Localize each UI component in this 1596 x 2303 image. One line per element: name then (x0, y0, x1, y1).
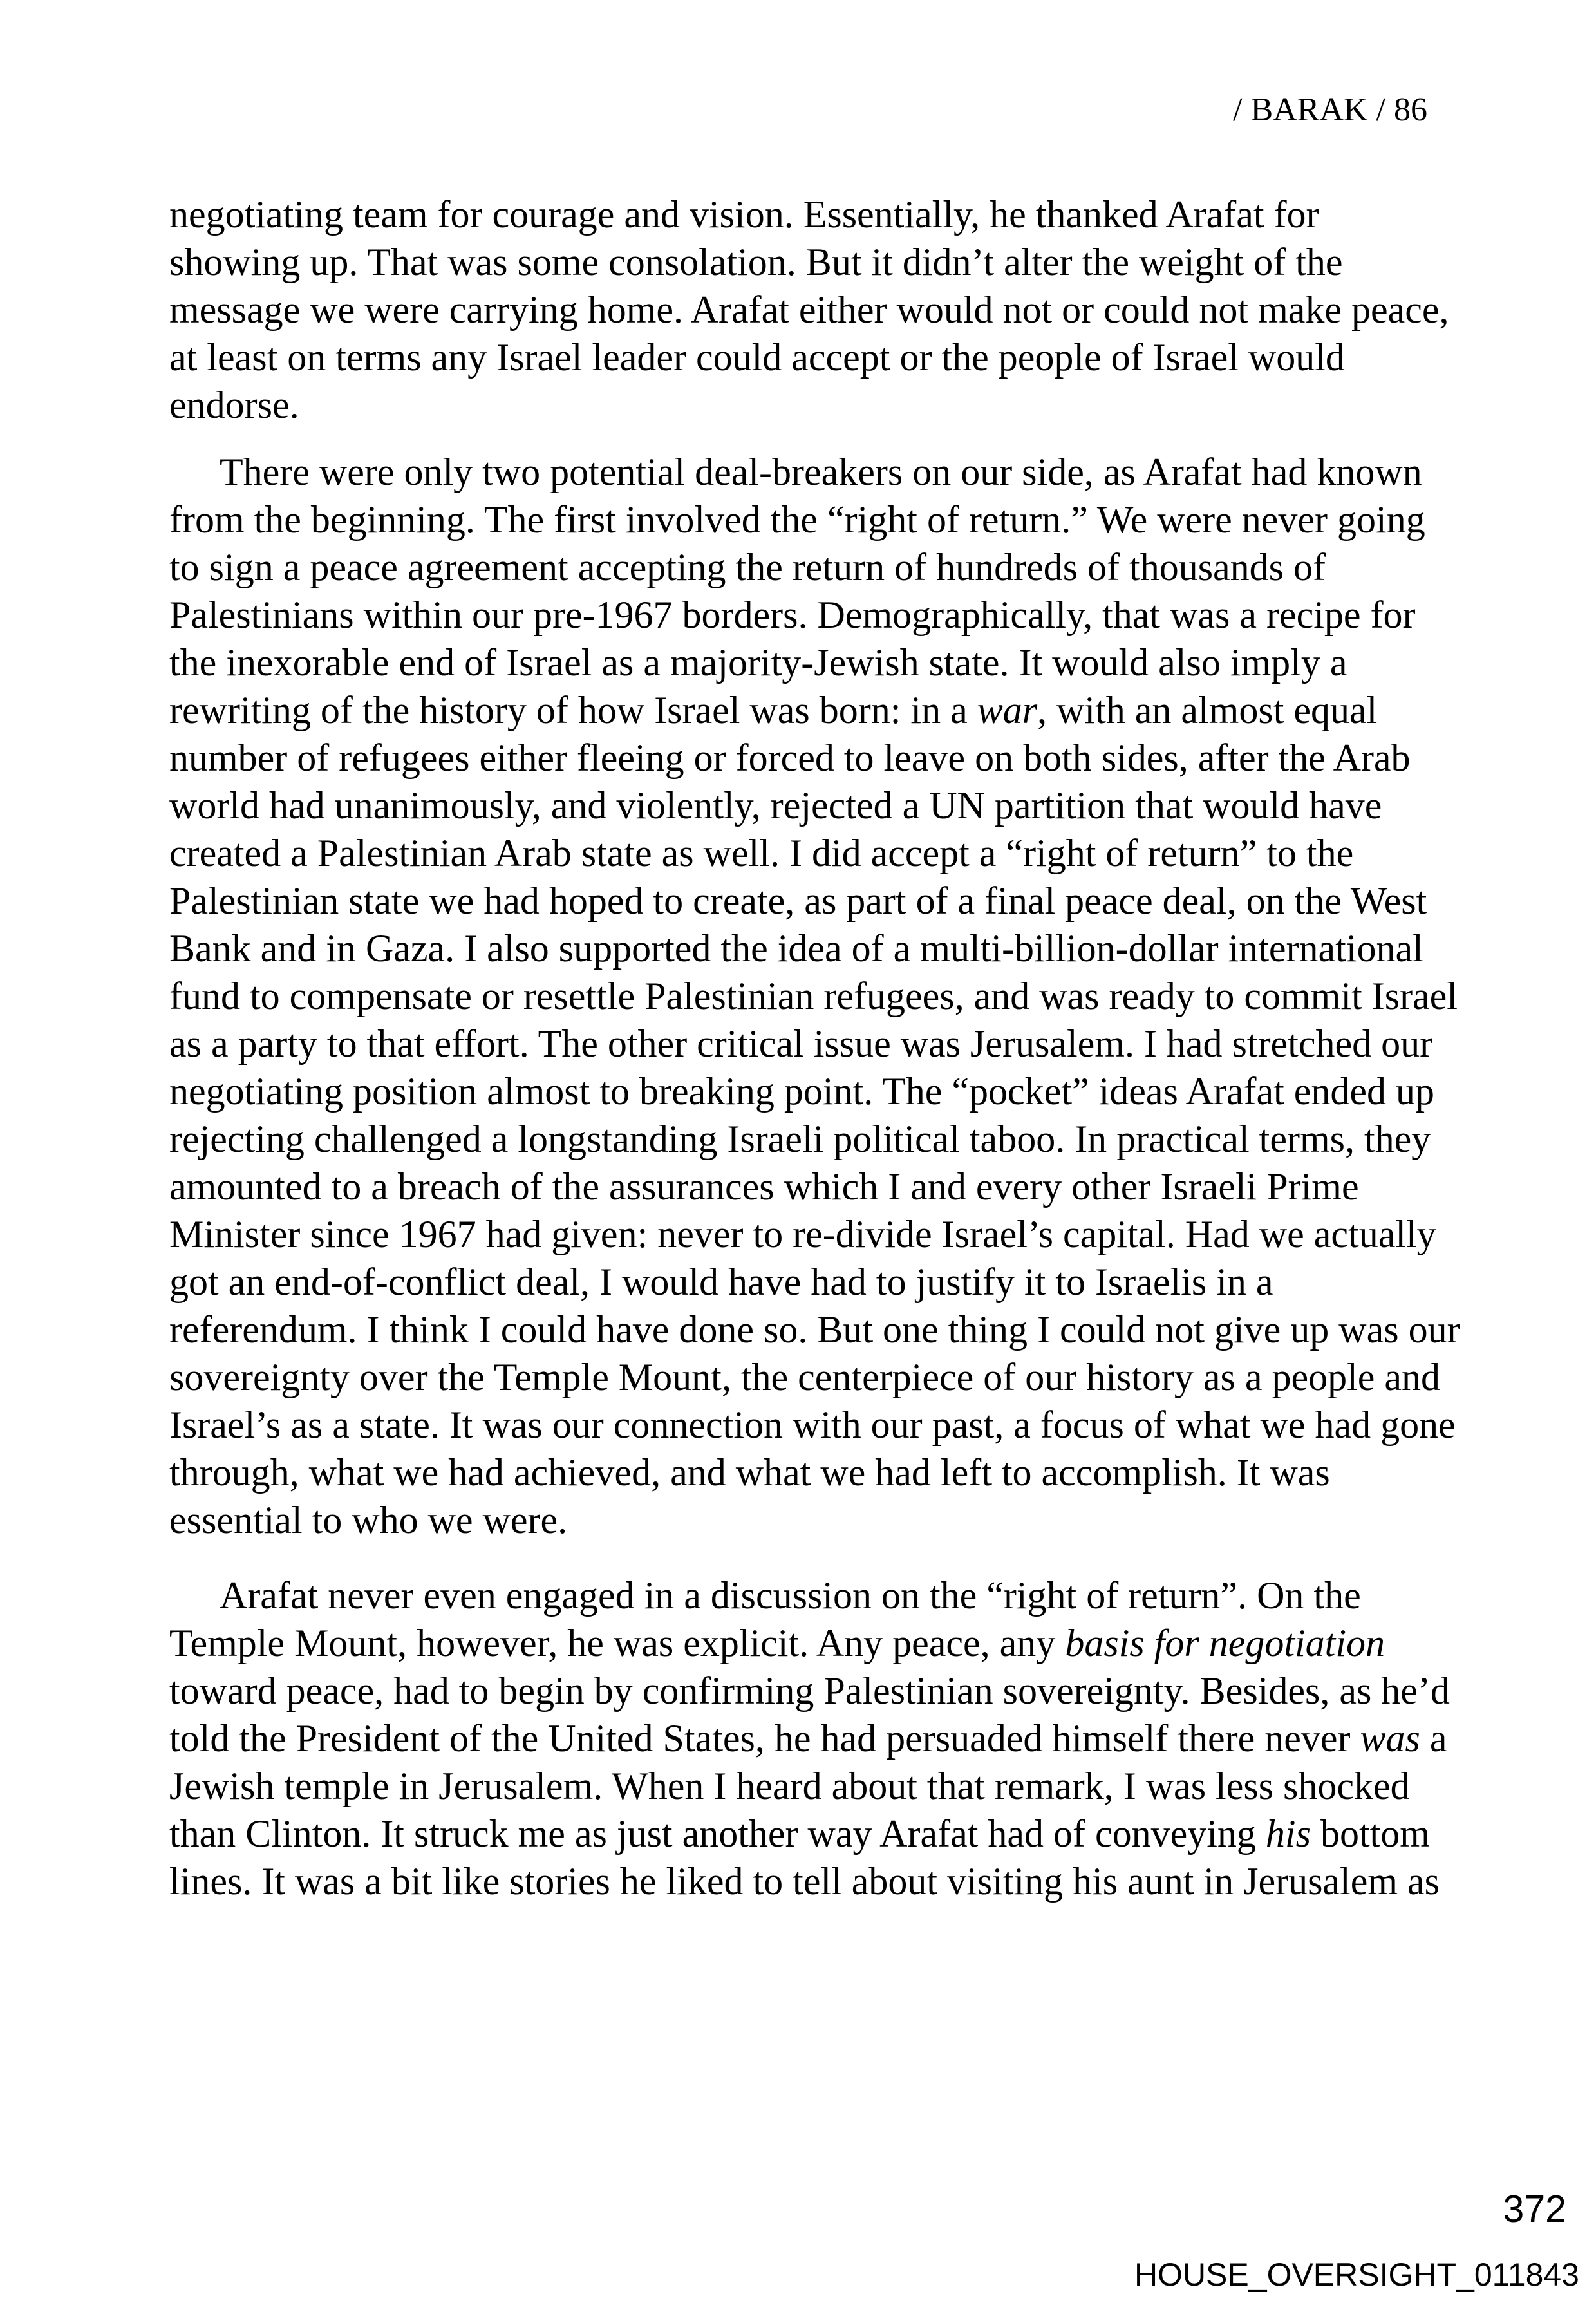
text-line (169, 591, 1470, 639)
text-line (169, 686, 1470, 734)
text-run: Israel’s as a state. It was our connection with our past, a focus of what we had gone (169, 1404, 1456, 1446)
text-run: sovereignty over the Temple Mount, the centerpiece of our history as a people and (169, 1356, 1441, 1398)
text-line (169, 1210, 1470, 1258)
text-line (169, 782, 1470, 829)
text-run: Palestinian state we had hoped to create, as part of a final peace deal, on the West (169, 879, 1427, 922)
text-line (169, 286, 1470, 334)
text-run: negotiating position almost to breaking point. The “pocket” ideas Arafat ended up (169, 1070, 1435, 1113)
paragraph (169, 448, 1470, 1544)
text-run: message we were carrying home. Arafat either would not or could not make peace, (169, 288, 1449, 331)
text-run: through, what we had achieved, and what we had left to accomplish. It was (169, 1451, 1330, 1494)
text-line (169, 1619, 1470, 1667)
text-line (169, 877, 1470, 925)
text-line (169, 1163, 1470, 1210)
page-number: 372 (1503, 2188, 1566, 2230)
text-run: referendum. I think I could have done so. But one thing I could not give up was our (169, 1308, 1460, 1351)
text-line (169, 381, 1470, 429)
text-run: amounted to a breach of the assurances which I and every other Israeli Prime (169, 1165, 1359, 1208)
text-run: as a party to that effort. The other critical issue was Jerusalem. I had stretched our (169, 1022, 1433, 1065)
text-line (169, 1258, 1470, 1306)
text-line (169, 1449, 1470, 1496)
italic-text-run: war (977, 689, 1038, 731)
text-line (169, 1496, 1470, 1544)
text-run: a (1420, 1717, 1447, 1760)
text-line (169, 829, 1470, 877)
text-run: essential to who we were. (169, 1499, 568, 1541)
text-line (169, 1306, 1470, 1353)
text-run: got an end-of-conflict deal, I would have had to justify it to Israelis in a (169, 1261, 1273, 1303)
text-run: Temple Mount, however, he was explicit. Any peace, any (169, 1622, 1066, 1664)
text-run: There were only two potential deal-breakers on our side, as Arafat had known (220, 451, 1422, 493)
italic-text-run: was (1360, 1717, 1420, 1760)
text-line (169, 734, 1470, 782)
paragraph (169, 1572, 1470, 1905)
italic-text-run: his (1265, 1812, 1311, 1855)
text-run: Jewish temple in Jerusalem. When I heard about that remark, I was less shocked (169, 1765, 1410, 1807)
body-text (169, 191, 1470, 1905)
text-line (169, 1857, 1470, 1905)
text-line (169, 1353, 1470, 1401)
text-run: Minister since 1967 had given: never to re-divide Israel’s capital. Had we actually (169, 1213, 1436, 1255)
text-run: to sign a peace agreement accepting the return of hundreds of thousands of (169, 546, 1326, 588)
text-line (169, 1572, 1470, 1619)
text-run: Arafat never even engaged in a discussion on the “right of return”. On the (220, 1574, 1361, 1617)
text-run: the inexorable end of Israel as a majority-Jewish state. It would also imply a (169, 641, 1347, 684)
text-line (169, 496, 1470, 543)
text-line (169, 238, 1470, 286)
text-line (169, 1067, 1470, 1115)
text-line (169, 1401, 1470, 1449)
text-line (169, 1762, 1470, 1810)
text-run: rejecting challenged a longstanding Israeli political taboo. In practical terms, they (169, 1118, 1431, 1160)
text-line (169, 191, 1470, 238)
running-header: / BARAK / 86 (1233, 91, 1427, 128)
text-line (169, 448, 1470, 496)
text-run: bottom (1310, 1812, 1430, 1855)
text-run: world had unanimously, and violently, rejected a UN partition that would have (169, 784, 1382, 827)
text-run: negotiating team for courage and vision. Essentially, he thanked Arafat for (169, 193, 1319, 236)
paragraph (169, 191, 1470, 429)
text-run: from the beginning. The first involved the “right of return.” We were never going (169, 498, 1425, 541)
text-line (169, 1715, 1470, 1762)
text-run: Bank and in Gaza. I also supported the idea of a multi-billion-dollar international (169, 927, 1423, 970)
text-line (169, 639, 1470, 686)
text-run: rewriting of the history of how Israel was born: in a (169, 689, 977, 731)
text-run: than Clinton. It struck me as just another way Arafat had of conveying (169, 1812, 1266, 1855)
text-line (169, 972, 1470, 1020)
text-run: Palestinians within our pre-1967 borders. Demographically, that was a recipe for (169, 594, 1416, 636)
text-line (169, 1115, 1470, 1163)
text-run: told the President of the United States, he had persuaded himself there never (169, 1717, 1360, 1760)
italic-text-run: basis for negotiation (1065, 1622, 1385, 1664)
text-line (169, 543, 1470, 591)
text-run: at least on terms any Israel leader could accept or the people of Israel would (169, 336, 1345, 379)
text-run: lines. It was a bit like stories he liked to tell about visiting his aunt in Jerusalem as (169, 1860, 1440, 1903)
text-run: endorse. (169, 384, 299, 426)
text-run: fund to compensate or resettle Palestinian refugees, and was ready to commit Israel (169, 975, 1458, 1017)
text-line (169, 1020, 1470, 1067)
text-line (169, 1810, 1470, 1857)
text-run: showing up. That was some consolation. But it didn’t alter the weight of the (169, 241, 1343, 283)
text-run: created a Palestinian Arab state as well. I did accept a “right of return” to the (169, 832, 1354, 874)
text-line (169, 334, 1470, 381)
text-run: , with an almost equal (1037, 689, 1378, 731)
text-run: toward peace, had to begin by confirming Palestinian sovereignty. Besides, as he’d (169, 1669, 1450, 1712)
text-run: number of refugees either fleeing or forced to leave on both sides, after the Arab (169, 737, 1411, 779)
text-line (169, 925, 1470, 972)
bates-stamp: HOUSE_OVERSIGHT_011843 (1134, 2257, 1579, 2293)
text-line (169, 1667, 1470, 1715)
